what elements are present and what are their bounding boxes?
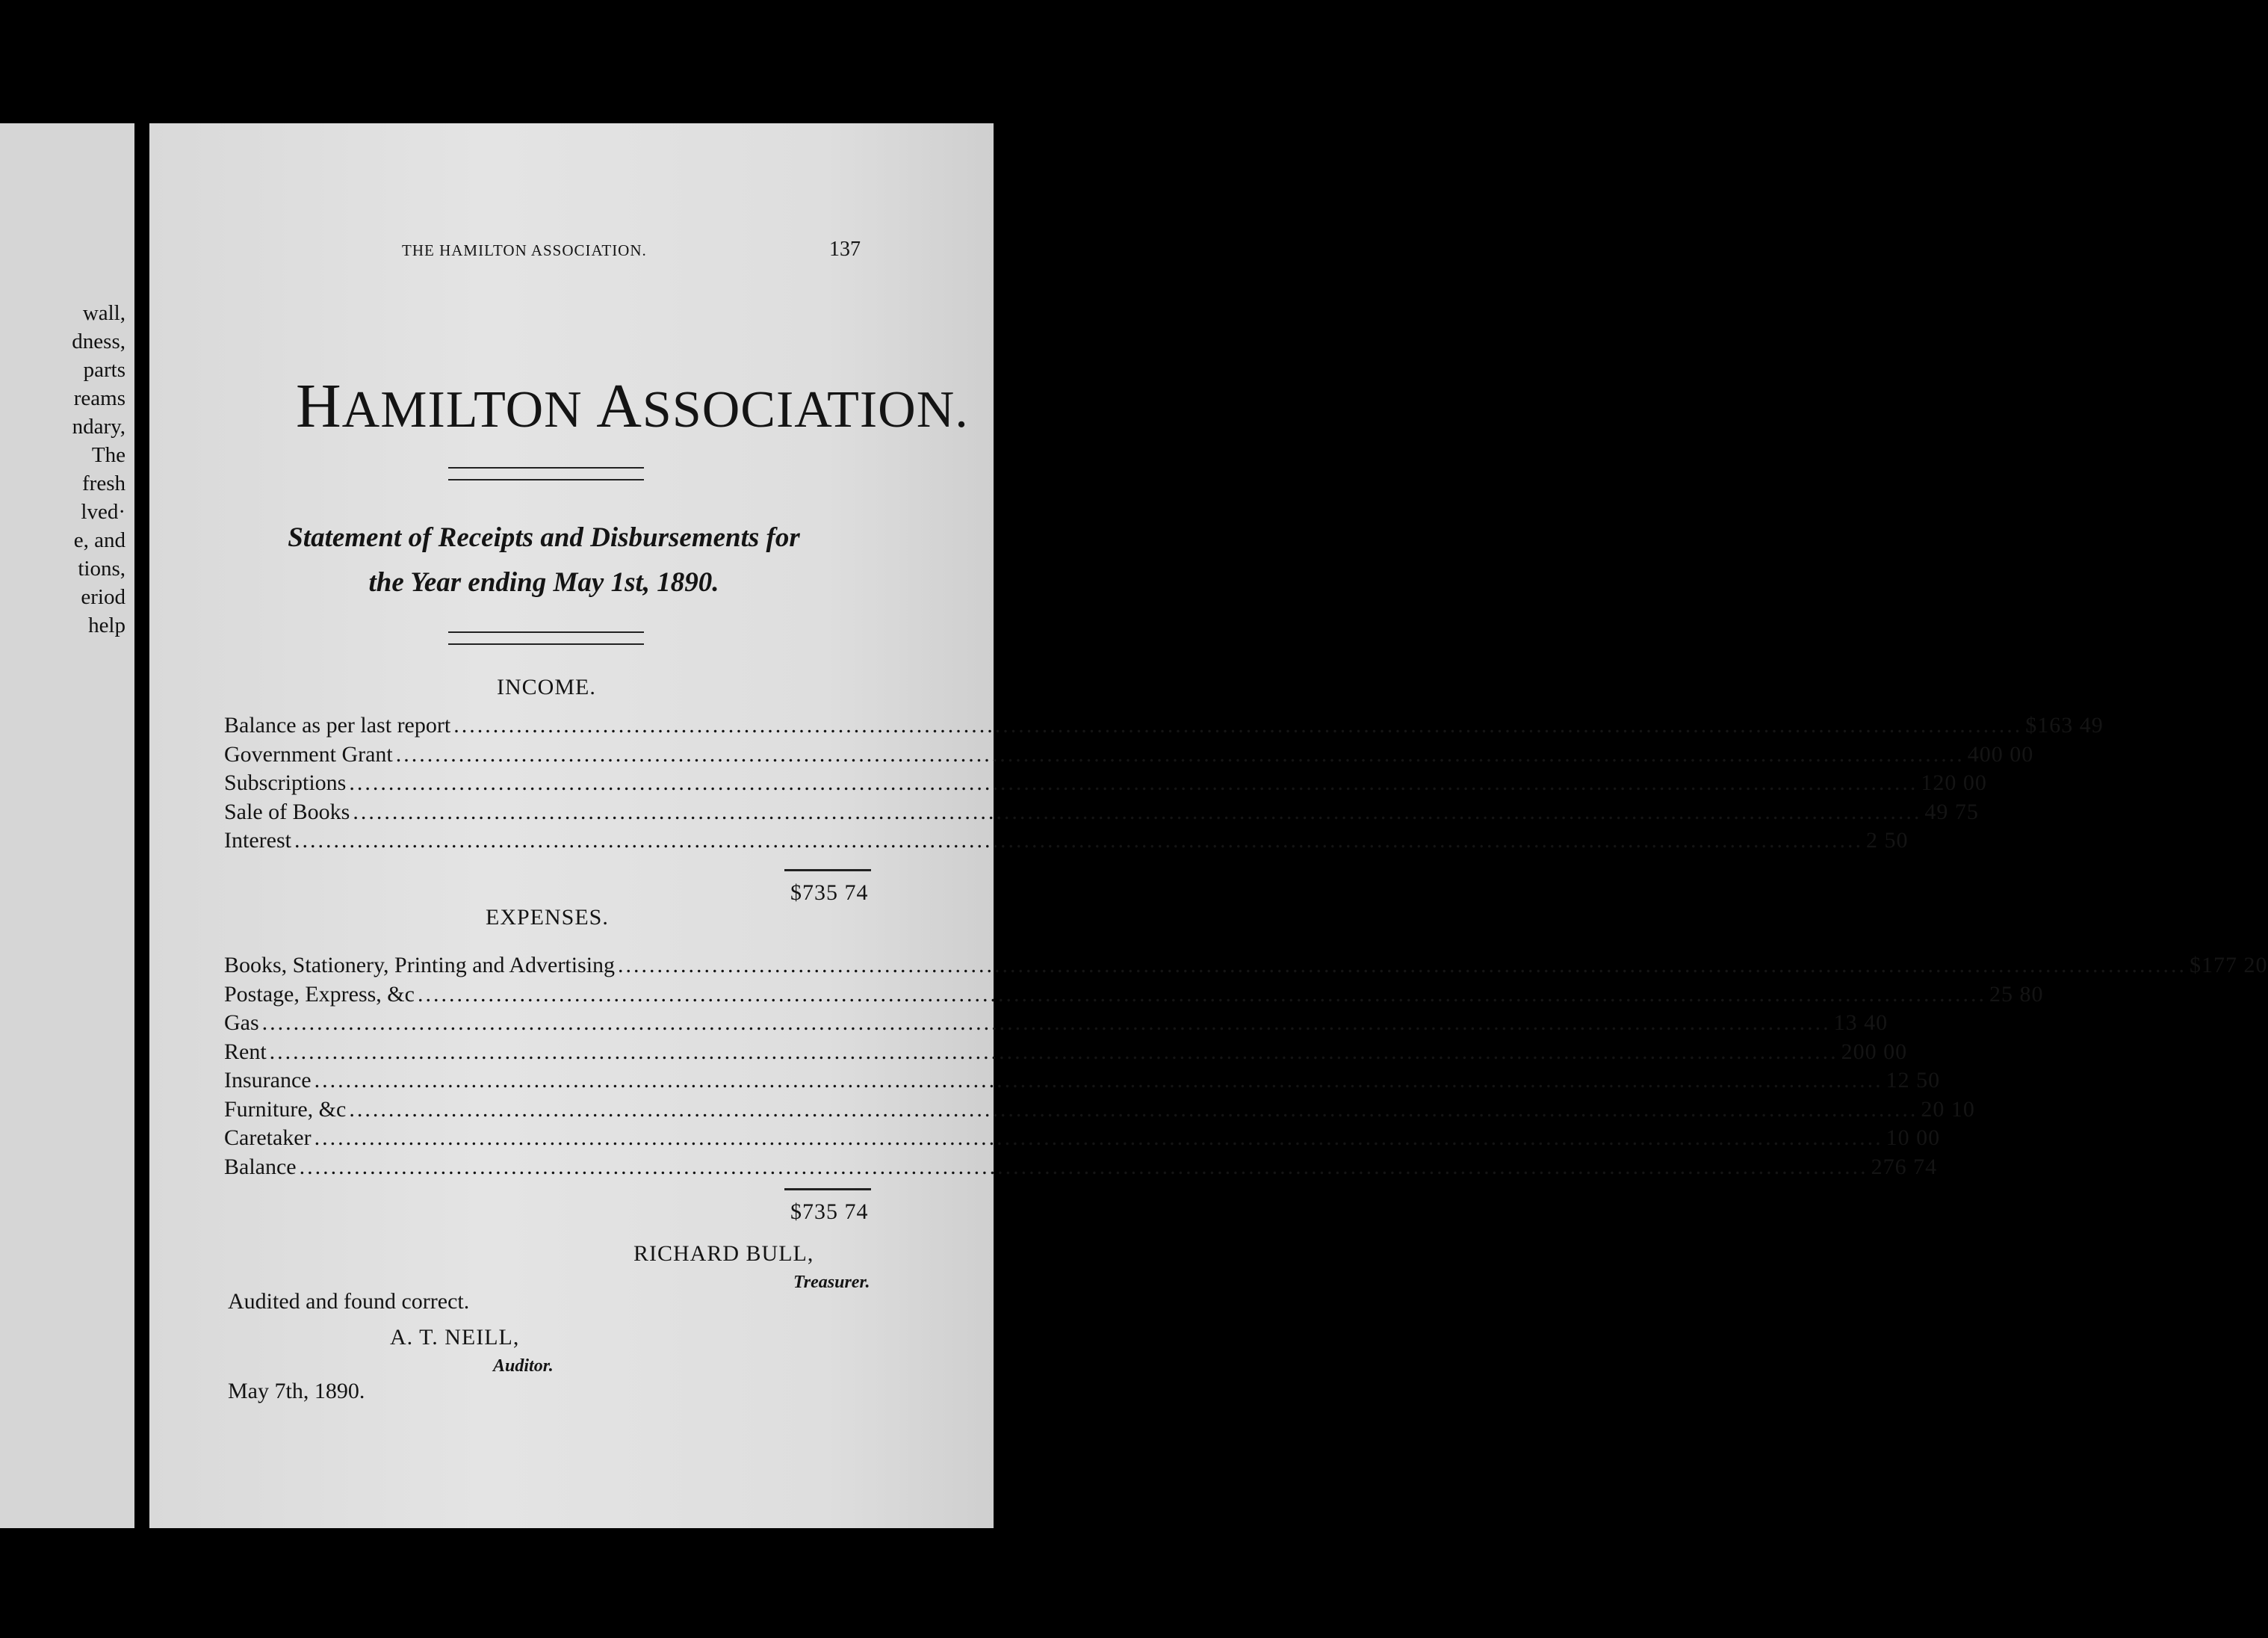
- ledger-row: [224, 1154, 1938, 1184]
- income-total: $735 74: [790, 880, 869, 905]
- ledger-row: [224, 713, 2104, 742]
- ledger-row: [224, 1125, 1941, 1155]
- subtitle-line: Statement of Receipts and Disbursements for: [288, 522, 800, 553]
- ledger-label: Furniture, &c: [224, 1096, 347, 1122]
- ledger-row: [224, 1068, 1941, 1097]
- ledger-row: [224, 1010, 1889, 1039]
- left-page-text: wall,: [82, 301, 126, 325]
- ledger-row: [224, 828, 1909, 857]
- leader-dots: ........................................................................................................................................................................................................: [294, 828, 1863, 853]
- ledger-label: Books, Stationery, Printing and Advertising: [224, 953, 616, 977]
- ledger-label: Rent: [224, 1039, 267, 1064]
- ledger-label: Caretaker: [224, 1125, 312, 1150]
- left-page-text: fresh: [82, 472, 126, 495]
- ledger-label: Interest: [224, 828, 291, 853]
- ledger-label: Balance as per last report: [224, 713, 451, 738]
- ledger-amount: 276 74: [1871, 1154, 1938, 1179]
- leader-dots: ........................................................................................................................................................................................................: [349, 770, 1918, 795]
- left-page-text: lved·: [81, 500, 126, 524]
- subtitle-line: the Year ending May 1st, 1890.: [368, 567, 719, 598]
- ledger-label: Gas: [224, 1010, 259, 1035]
- title-word: SSOCIATION.: [642, 381, 969, 439]
- treasurer-name: RICHARD BULL,: [633, 1241, 814, 1266]
- ledger-label: Balance: [224, 1154, 297, 1179]
- leader-dots: ........................................................................................................................................................................................................: [299, 1154, 1868, 1179]
- ledger-label: Subscriptions: [224, 770, 347, 795]
- ledger-row: [224, 981, 2044, 1011]
- leader-dots: ........................................................................................................................................................................................................: [349, 1096, 1918, 1122]
- double-rule: [448, 467, 644, 480]
- book-page: [149, 123, 2268, 1528]
- ledger-amount: 13 40: [1833, 1010, 1889, 1035]
- sum-rule: [784, 1188, 871, 1190]
- ledger-label: Sale of Books: [224, 799, 350, 824]
- ledger-amount: 120 00: [1921, 770, 1987, 795]
- leader-dots: ........................................................................................................................................................................................................: [261, 1010, 1831, 1035]
- title-word: AMILTON: [341, 381, 583, 439]
- running-head: THE HAMILTON ASSOCIATION.: [402, 241, 647, 259]
- ledger-row: [224, 741, 2034, 771]
- ledger-amount: $163 49: [2025, 713, 2104, 738]
- page-number: 137: [829, 238, 861, 261]
- left-page-text: ndary,: [72, 415, 126, 439]
- left-page-text: tions,: [78, 557, 126, 581]
- leader-dots: ........................................................................................................................................................................................................: [395, 741, 1965, 767]
- ledger-amount: 49 75: [1924, 799, 1979, 824]
- expenses-list: [224, 953, 2268, 1183]
- leader-dots: ........................................................................................................................................................................................................: [453, 713, 2023, 738]
- auditor-name: A. T. NEILL,: [390, 1325, 520, 1350]
- statement-date: May 7th, 1890.: [228, 1379, 365, 1403]
- leader-dots: ........................................................................................................................................................................................................: [269, 1039, 1838, 1064]
- left-page-text: parts: [83, 358, 126, 382]
- expenses-total: $735 74: [790, 1199, 869, 1224]
- double-rule: [448, 631, 644, 645]
- left-page-text: reams: [73, 386, 126, 410]
- ledger-amount: 12 50: [1886, 1068, 1941, 1092]
- audit-note: Audited and found correct.: [228, 1289, 470, 1314]
- ledger-amount: 400 00: [1967, 741, 2034, 767]
- title-initial: A: [596, 371, 642, 441]
- ledger-row: [224, 799, 1979, 829]
- left-page-text: eriod: [81, 585, 126, 609]
- ledger-amount: $177 20: [2190, 953, 2268, 977]
- ledger-row: [224, 1096, 1975, 1126]
- subtitle: [209, 516, 879, 605]
- ledger-label: Government Grant: [224, 741, 393, 767]
- ledger-amount: 10 00: [1886, 1125, 1941, 1150]
- page-title: [296, 370, 969, 442]
- ledger-amount: 20 10: [1921, 1096, 1975, 1122]
- left-page-text: dness,: [72, 330, 126, 353]
- leader-dots: ........................................................................................................................................................................................................: [314, 1125, 1883, 1150]
- ledger-amount: 200 00: [1841, 1039, 1908, 1064]
- left-page-text: e, and: [73, 528, 126, 552]
- ledger-label: Postage, Express, &c: [224, 981, 415, 1007]
- ledger-amount: 25 80: [1989, 981, 2044, 1007]
- leader-dots: ........................................................................................................................................................................................................: [417, 981, 1986, 1007]
- sum-rule: [784, 869, 871, 871]
- treasurer-role: Treasurer.: [793, 1273, 870, 1292]
- leader-dots: ........................................................................................................................................................................................................: [618, 953, 2187, 977]
- leader-dots: ........................................................................................................................................................................................................: [314, 1068, 1883, 1092]
- title-initial: H: [296, 371, 342, 441]
- ledger-amount: 2 50: [1865, 828, 1909, 853]
- ledger-label: Insurance: [224, 1068, 312, 1092]
- ledger-row: [224, 770, 1987, 800]
- leader-dots: ........................................................................................................................................................................................................: [353, 799, 1922, 824]
- left-page-text: The: [91, 443, 126, 467]
- ledger-row: [224, 953, 2268, 982]
- left-page-text: help: [88, 614, 126, 637]
- ledger-row: [224, 1039, 1908, 1069]
- income-list: [224, 713, 2104, 857]
- income-heading: INCOME.: [497, 675, 596, 699]
- auditor-role: Auditor.: [493, 1356, 554, 1376]
- expenses-heading: EXPENSES.: [486, 905, 609, 930]
- left-page-fragment: [0, 123, 134, 1528]
